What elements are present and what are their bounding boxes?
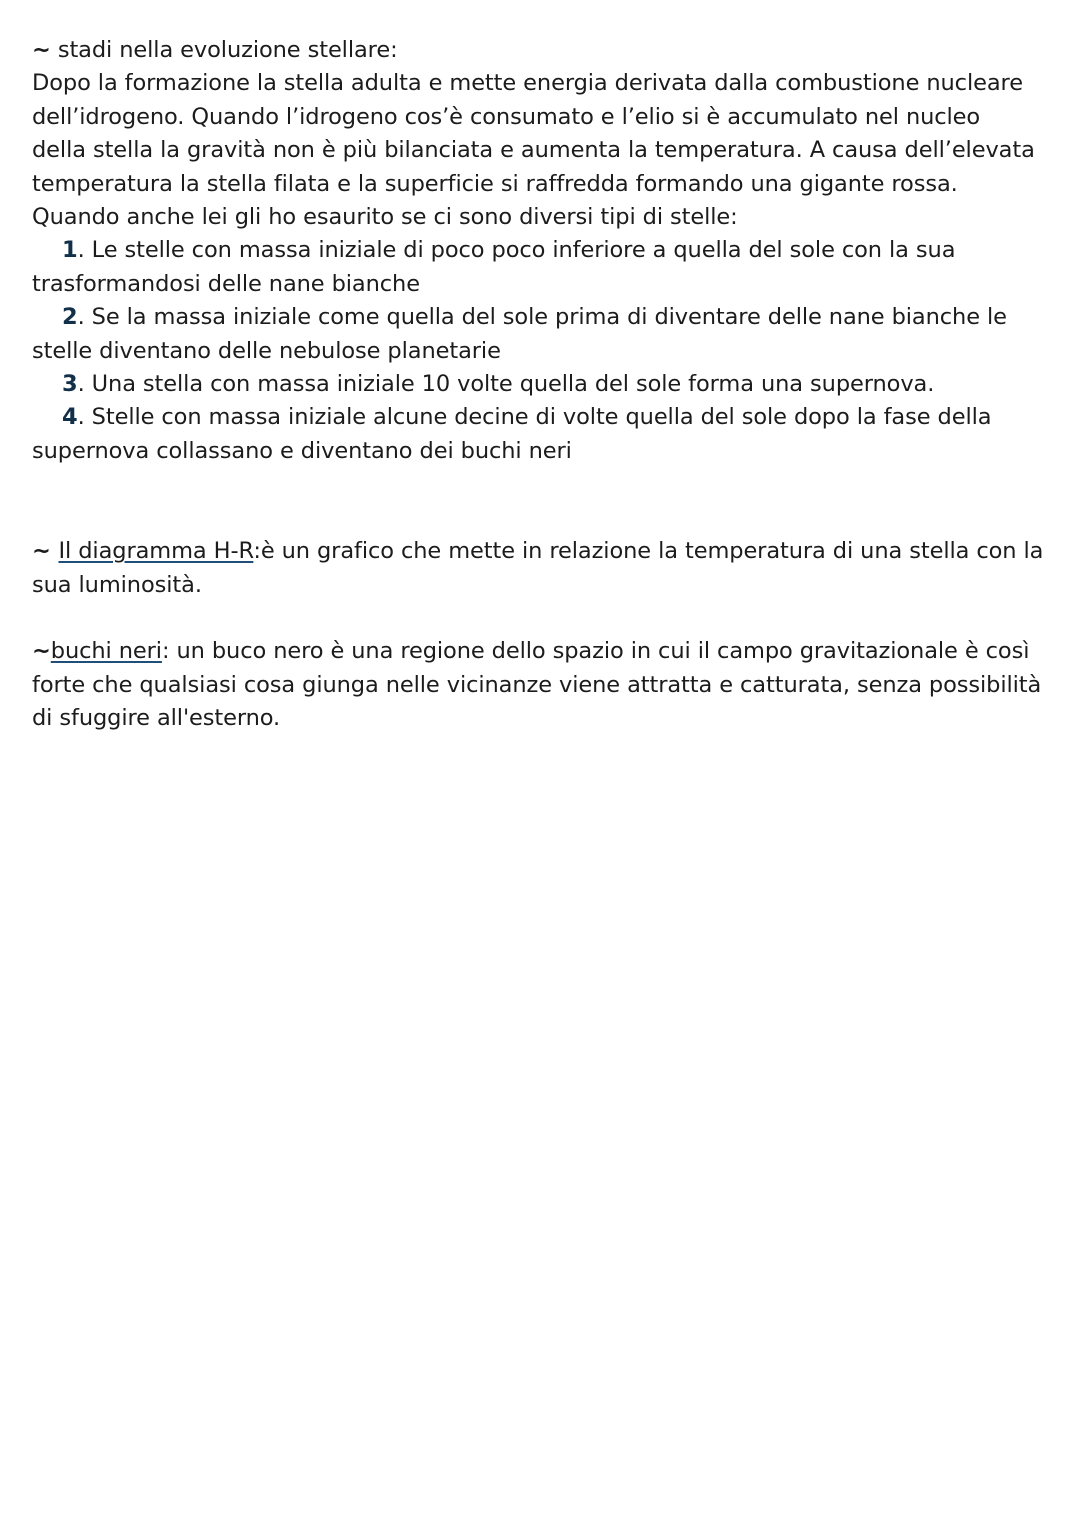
definition-text: : un buco nero è una regione dello spazio in cui il campo gravitazionale è così [161, 638, 1030, 665]
list-item-continuation: stelle diventano delle nebulose planetarie [32, 337, 501, 364]
tilde-bullet: ~ [32, 37, 51, 63]
list-item-text: . Stelle con massa iniziale alcune decine di volte quella del sole dopo la fase della [77, 404, 992, 431]
tilde-bullet: ~ [32, 538, 59, 565]
paragraph-line: Quando anche lei gli ho esaurito se ci sono diversi tipi di stelle: [32, 204, 738, 231]
tilde-bullet: ~ [32, 638, 51, 665]
paragraph-line: sua luminosità. [32, 571, 202, 598]
list-number: 4 [62, 404, 78, 431]
list-item-text: . Se la massa iniziale come quella del sole prima di diventare delle nane bianche le [77, 304, 1007, 331]
list-item [32, 301, 1032, 334]
list-item-continuation: trasformandosi delle nane bianche [32, 270, 420, 297]
list-item [32, 234, 1032, 267]
section-black-holes [32, 635, 1032, 668]
list-number: 1 [62, 237, 78, 264]
paragraph-line: dell’idrogeno. Quando l’idrogeno cos’è consumato e l’elio si è accumulato nel nucleo [32, 103, 981, 130]
paragraph-line: forte che qualsiasi cosa giunga nelle vicinanze viene attratta e catturata, senza possibilità [32, 671, 1042, 698]
list-item-text: . Una stella con massa iniziale 10 volte quella del sole forma una supernova. [77, 371, 935, 398]
paragraph-line: Dopo la formazione la stella adulta e mette energia derivata dalla combustione nucleare [32, 70, 1023, 97]
section-hr-diagram [32, 535, 1044, 568]
list-item-continuation: supernova collassano e diventano dei buchi neri [32, 437, 572, 464]
spacer [32, 468, 1032, 535]
paragraph-line: temperatura la stella filata e la superficie si raffredda formando una gigante rossa. [32, 170, 958, 197]
list-item [32, 368, 1032, 401]
list-item-text: . Le stelle con massa iniziale di poco poco inferiore a quella del sole con la sua [77, 237, 956, 264]
term-hr-diagram: Il diagramma H-R [58, 538, 254, 565]
list-item [32, 401, 1032, 434]
list-number: 2 [62, 304, 78, 331]
paragraph-line: della stella la gravità non è più bilanciata e aumenta la temperatura. A causa dell’elevata [32, 137, 1035, 164]
paragraph-line: di sfuggire all'esterno. [32, 704, 281, 731]
document-content [32, 34, 1044, 735]
definition-text: :è un grafico che mette in relazione la temperatura di una stella con la [253, 538, 1044, 565]
term-black-holes: buchi neri [50, 638, 162, 665]
heading-text: stadi nella evoluzione stellare: [50, 37, 398, 63]
section-heading-stellar-evolution [32, 34, 1032, 67]
list-number: 3 [62, 371, 78, 398]
spacer [32, 602, 1032, 635]
